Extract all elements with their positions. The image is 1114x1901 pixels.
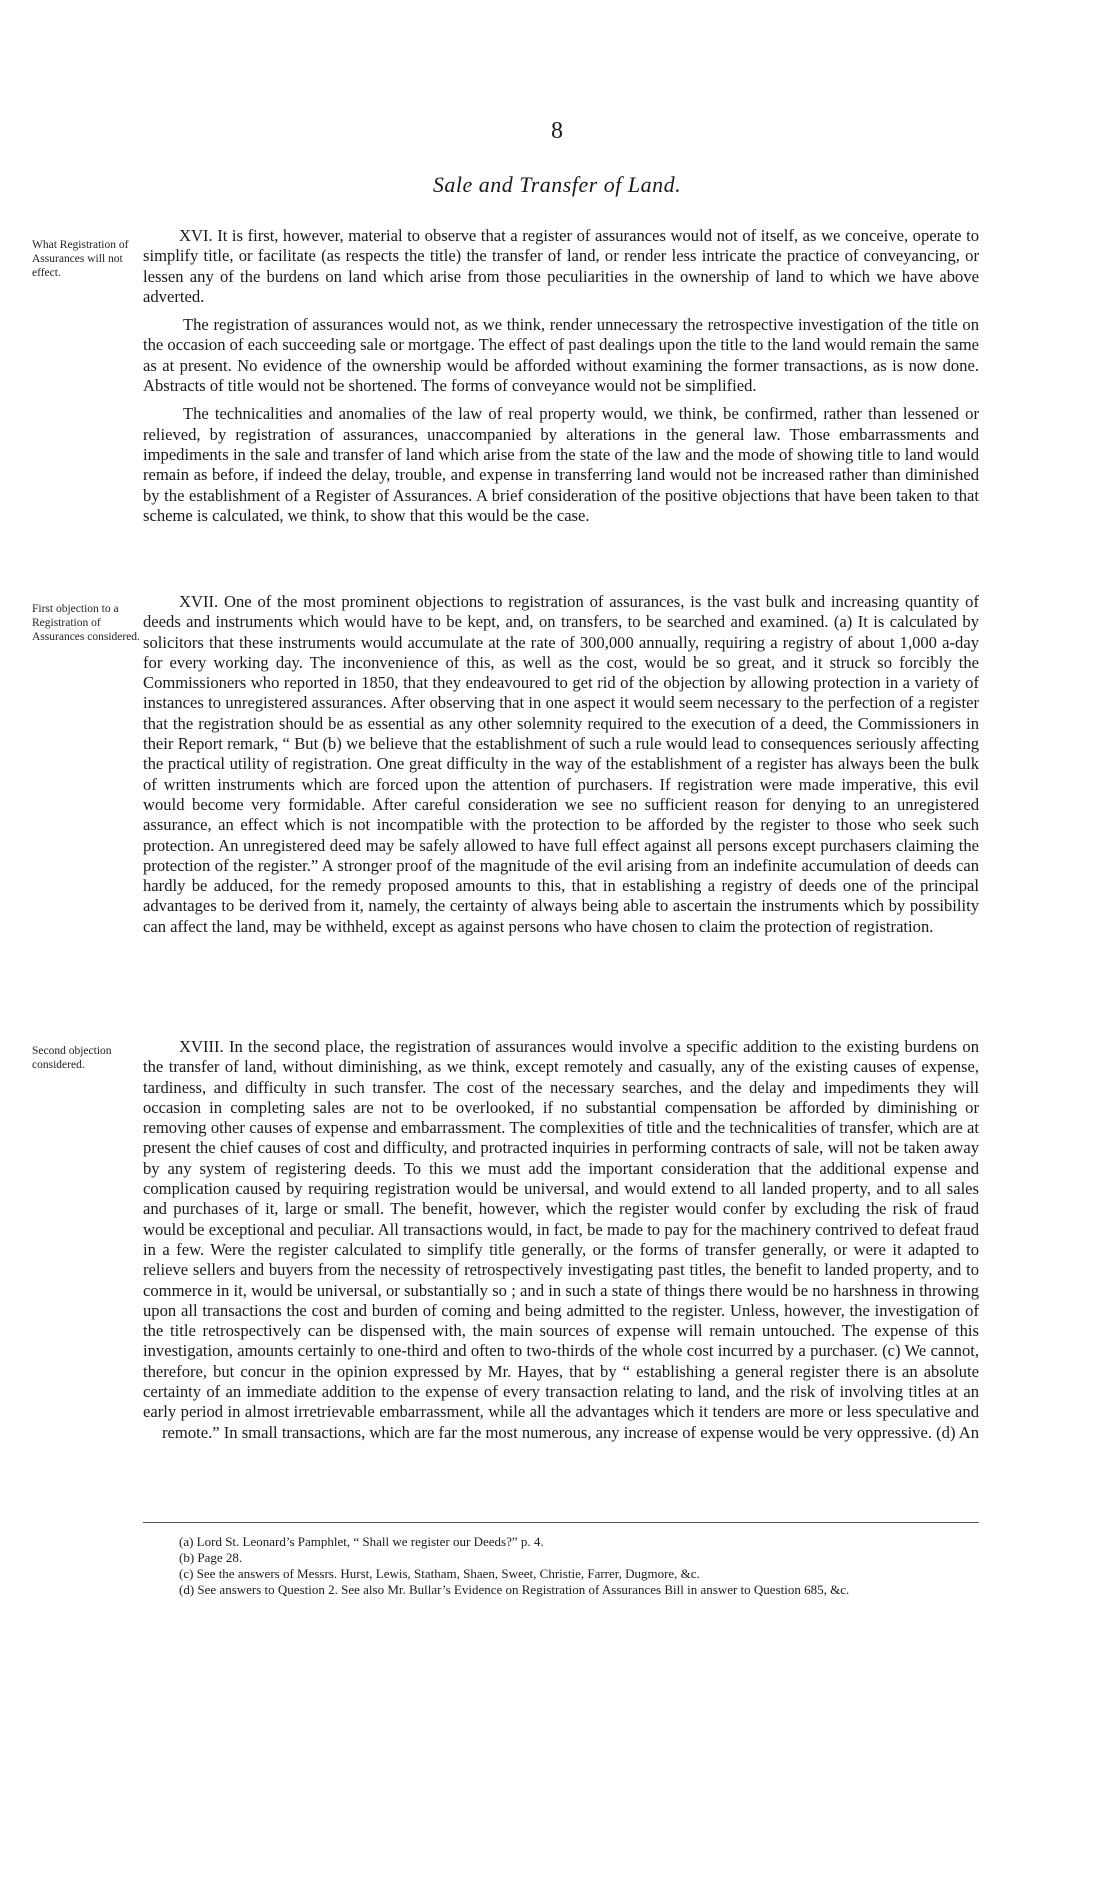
margin-note-second-objection: Second objection considered.	[32, 1045, 112, 1071]
footnote-d: (d) See answers to Question 2. See also Mr. Bullar’s Evidence on Registration of Assurances Bill in answer to Question 685, &c.	[179, 1582, 850, 1597]
paragraph-technicalities: The technicalities and anomalies of the law of real property would, we think, be confirmed, rather than lessened or relieved, by registration of assurances, unaccompanied by alterations in the general law. Those embarrassments and impediments in the sale and transfer of land which arise from the state of the law and the mode of showing title to land would remain as before, if indeed the delay, trouble, and expense in transferring land would not be increased rather than diminished by the establishment of a Register of Assurances. A brief consideration of the positive objections that have been taken to that scheme is calculated, we think, to show that this would be the case.	[143, 404, 979, 525]
section-xviii-body	[143, 1037, 979, 1443]
running-title: Sale and Transfer of Land.	[432, 172, 682, 197]
margin-note-what-registration: What Registration of Assurances will not effect.	[32, 239, 129, 279]
footnote-b: (b) Page 28.	[179, 1550, 243, 1565]
footnote-divider	[143, 1522, 979, 1523]
paragraph-retrospective-investigation: The registration of assurances would not, as we think, render unnecessary the retrospective investigation of the title on the occasion of each succeeding sale or mortgage. The effect of past dealings upon the title to the land would remain the same as at present. No evidence of the ownership would be afforded without examining the former transactions, as is now done. Abstracts of title would not be shortened. The forms of conveyance would not be simplified.	[143, 315, 979, 396]
paragraph-section-xvii: XVII. One of the most prominent objections to registration of assurances, is the vast bulk and increasing quantity of deeds and instruments which would have to be kept, and, on transfers, to be searched and examined. (a) It is calculated by solicitors that these instruments would accumulate at the rate of 300,000 annually, requiring a registry of about 1,000 a-day for every working day. The inconvenience of this, as well as the cost, would be so great, and it struck so forcibly the Commissioners who reported in 1850, that they endeavoured to get rid of the objection by allowing protection in a variety of instances to unregistered assurances. After observing that in one aspect it would seem necessary to the perfection of a register that the registration should be as essential as any other solemnity required to the execution of a deed, the Commissioners in their Report remark, “ But (b) we believe that the establishment of such a rule would lead to consequences seriously affecting the practical utility of registration. One great difficulty in the way of the establishment of a register has always been the bulk of written instruments which are forced upon the attention of purchasers. If registration were made imperative, this evil would become very formidable. After careful consideration we see no sufficient reason for denying to an unregistered assurance, an effect which is not incompatible with the protection to be afforded by the register to those who seek such protection. An unregistered deed may be safely allowed to have full effect against all persons except purchasers claiming the protection of the register.” A stronger proof of the magnitude of the evil arising from an indefinite accumulation of deeds can hardly be adduced, for the remedy proposed amounts to this, that in establishing a registry of deeds one of the principal advantages to be derived from it, namely, the certainty of always being able to ascertain the instruments which by possibility can affect the land, may be withheld, except as against persons who have chosen to claim the protection of registration.	[143, 592, 979, 936]
paragraph-section-xvi: XVI. It is first, however, material to observe that a register of assurances would not of itself, as we conceive, operate to simplify title, or facilitate (as respects the title) the transfer of land, or render less intricate the practice of conveyancing, or lessen any of the burdens on land which arise from those peculiarities in the ownership of land to which we have above adverted.	[143, 226, 979, 306]
footnotes	[143, 1534, 979, 1598]
section-xvi-body	[143, 226, 979, 534]
footnote-c: (c) See the answers of Messrs. Hurst, Lewis, Statham, Shaen, Sweet, Christie, Farrer, Dugmore, &c.	[179, 1566, 700, 1581]
footnote-a: (a) Lord St. Leonard’s Pamphlet, “ Shall we register our Deeds?” p. 4.	[179, 1534, 544, 1549]
section-xvii-body	[143, 592, 979, 945]
paragraph-section-xviii: XVIII. In the second place, the registration of assurances would involve a specific addition to the existing burdens on the transfer of land, without diminishing, as we think, except remotely and casually, any of the existing causes of expense, tardiness, and difficulty in such transfer. The cost of the necessary searches, and the delay and impediments they will occasion in completing sales are not to be overlooked, if no substantial compensation be afforded by diminishing or removing other causes of expense and embarrassment. The complexities of title and the technicalities of transfer, which are at present the chief causes of cost and difficulty, and protracted inquiries in performing contracts of sale, will not be taken away by any system of registering deeds. To this we must add the important consideration that the additional expense and complication caused by requiring registration would be universal, and would extend to all landed property, and to all sales and purchases of it, large or small. The benefit, however, which the register would confer by excluding the risk of fraud would be exceptional and peculiar. All transactions would, in fact, be made to pay for the machinery contrived to defeat fraud in a few. Were the register calculated to simplify title generally, or the forms of transfer generally, or were it adapted to relieve sellers and buyers from the necessity of retrospectively investigating past titles, the benefit to landed property, and to commerce in it, would be universal, or substantially so ; and in such a state of things there would be no harshness in throwing upon all transactions the cost and burden of coming and being admitted to the register. Unless, however, the investigation of the title retrospectively can be dispensed with, the main sources of expense will remain untouched. The expense of this investigation, amounts certainly to one-third and often to two-thirds of the whole cost incurred by a purchaser. (c) We cannot, therefore, but concur in the opinion expressed by Mr. Hayes, that by “ establishing a general register there is an absolute certainty of an immediate addition to the expense of every transaction relating to land, and the risk of involving titles at an early period in almost irretrievable embarrassment, while all the advantages which it tenders are more or less speculative and remote.” In small transactions, which are far the most numerous, any increase of expense would be very oppressive. (d) An	[143, 1037, 979, 1442]
margin-note-first-objection: First objection to a Registration of Assurances considered.	[32, 603, 140, 643]
page-number: 8	[551, 118, 563, 144]
